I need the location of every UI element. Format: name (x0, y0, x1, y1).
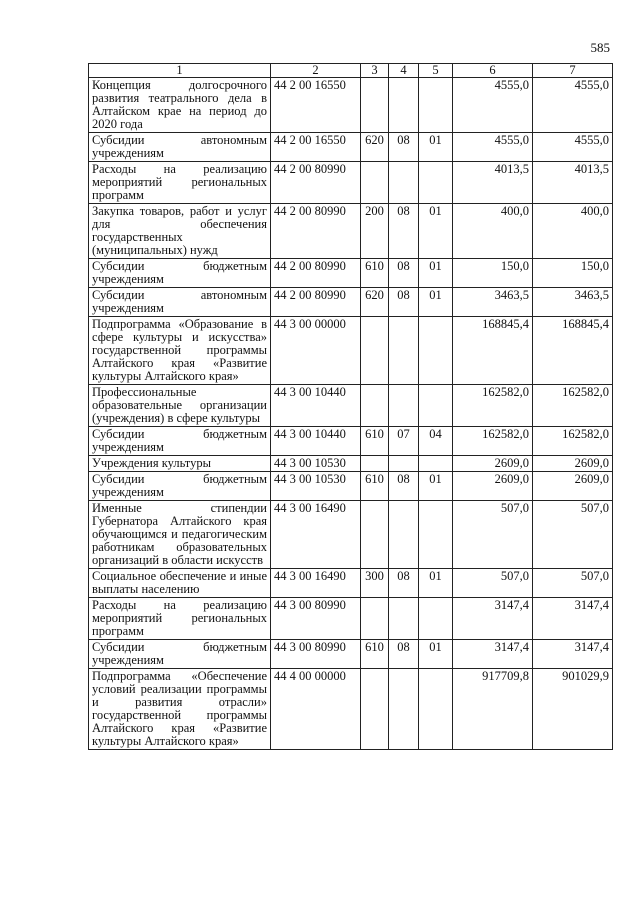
row-amount-col7: 3463,5 (533, 288, 613, 317)
row-subsection (419, 669, 453, 750)
row-code: 44 2 00 16550 (271, 78, 361, 133)
row-name: Субсидии автономным учреждениям (89, 288, 271, 317)
row-amount-col6: 917709,8 (453, 669, 533, 750)
row-expense-type: 200 (361, 204, 389, 259)
row-name: Закупка товаров, работ и услуг для обеспечения государственных (муниципальных) нужд (89, 204, 271, 259)
row-expense-type: 300 (361, 569, 389, 598)
row-expense-type: 610 (361, 427, 389, 456)
row-expense-type: 610 (361, 640, 389, 669)
row-name: Расходы на реализацию мероприятий региональных программ (89, 598, 271, 640)
row-subsection: 01 (419, 569, 453, 598)
row-name: Подпрограмма «Образование в сфере культуры и искусства» государственной программы Алтайского края «Развитие культуры Алтайского края» (89, 317, 271, 385)
row-section: 08 (389, 640, 419, 669)
row-amount-col7: 162582,0 (533, 427, 613, 456)
row-subsection (419, 162, 453, 204)
row-code: 44 3 00 00000 (271, 317, 361, 385)
row-code: 44 3 00 80990 (271, 598, 361, 640)
table-row (89, 456, 613, 472)
row-subsection (419, 456, 453, 472)
row-name: Учреждения культуры (89, 456, 271, 472)
row-code: 44 3 00 16490 (271, 569, 361, 598)
row-expense-type: 620 (361, 288, 389, 317)
row-name: Субсидии бюджетным учреждениям (89, 259, 271, 288)
row-amount-col6: 3463,5 (453, 288, 533, 317)
row-name: Социальное обеспечение и иные выплаты населению (89, 569, 271, 598)
row-expense-type (361, 317, 389, 385)
row-amount-col6: 2609,0 (453, 456, 533, 472)
header-col-6: 6 (453, 64, 533, 78)
row-section (389, 162, 419, 204)
row-code: 44 2 00 80990 (271, 259, 361, 288)
row-amount-col6: 507,0 (453, 501, 533, 569)
row-expense-type: 610 (361, 472, 389, 501)
table-row (89, 133, 613, 162)
row-expense-type: 620 (361, 133, 389, 162)
row-expense-type (361, 669, 389, 750)
row-subsection: 01 (419, 640, 453, 669)
row-amount-col7: 3147,4 (533, 640, 613, 669)
row-expense-type: 610 (361, 259, 389, 288)
row-amount-col7: 507,0 (533, 569, 613, 598)
table-row (89, 288, 613, 317)
row-section: 08 (389, 472, 419, 501)
row-subsection: 01 (419, 133, 453, 162)
row-section (389, 456, 419, 472)
table-row (89, 598, 613, 640)
row-amount-col6: 3147,4 (453, 640, 533, 669)
row-subsection: 01 (419, 472, 453, 501)
row-subsection: 01 (419, 204, 453, 259)
row-subsection (419, 598, 453, 640)
row-section (389, 669, 419, 750)
row-amount-col7: 2609,0 (533, 456, 613, 472)
row-section (389, 385, 419, 427)
row-code: 44 2 00 80990 (271, 162, 361, 204)
row-name: Подпрограмма «Обеспечение условий реализации программы и развития отрасли» государственной программы Алтайского края «Развитие культуры Алтайского края» (89, 669, 271, 750)
header-row (89, 64, 613, 78)
table-row (89, 385, 613, 427)
table-row (89, 640, 613, 669)
row-code: 44 3 00 10530 (271, 472, 361, 501)
row-subsection: 01 (419, 288, 453, 317)
row-amount-col7: 162582,0 (533, 385, 613, 427)
row-amount-col6: 162582,0 (453, 385, 533, 427)
row-subsection: 04 (419, 427, 453, 456)
row-name: Субсидии бюджетным учреждениям (89, 472, 271, 501)
table-row (89, 78, 613, 133)
row-section (389, 501, 419, 569)
row-subsection (419, 501, 453, 569)
row-name: Субсидии бюджетным учреждениям (89, 427, 271, 456)
row-amount-col7: 4555,0 (533, 133, 613, 162)
row-amount-col6: 150,0 (453, 259, 533, 288)
table-row (89, 569, 613, 598)
row-code: 44 4 00 00000 (271, 669, 361, 750)
header-col-7: 7 (533, 64, 613, 78)
row-amount-col6: 162582,0 (453, 427, 533, 456)
row-section (389, 317, 419, 385)
header-col-2: 2 (271, 64, 361, 78)
header-col-4: 4 (389, 64, 419, 78)
row-section: 08 (389, 259, 419, 288)
row-amount-col6: 2609,0 (453, 472, 533, 501)
row-amount-col6: 168845,4 (453, 317, 533, 385)
row-section: 08 (389, 569, 419, 598)
row-amount-col6: 3147,4 (453, 598, 533, 640)
row-expense-type (361, 598, 389, 640)
row-section (389, 598, 419, 640)
row-code: 44 3 00 10440 (271, 427, 361, 456)
row-name: Концепция долгосрочного развития театрального дела в Алтайском крае на период до 2020 года (89, 78, 271, 133)
row-name: Расходы на реализацию мероприятий региональных программ (89, 162, 271, 204)
row-code: 44 2 00 80990 (271, 204, 361, 259)
row-expense-type (361, 385, 389, 427)
row-subsection: 01 (419, 259, 453, 288)
row-code: 44 3 00 10530 (271, 456, 361, 472)
header-col-1: 1 (89, 64, 271, 78)
row-code: 44 3 00 16490 (271, 501, 361, 569)
row-section: 08 (389, 133, 419, 162)
row-code: 44 2 00 16550 (271, 133, 361, 162)
row-amount-col6: 4555,0 (453, 78, 533, 133)
row-name: Именные стипендии Губернатора Алтайского края обучающимся и педагогическим работникам образовательных организаций в области искусств (89, 501, 271, 569)
row-amount-col7: 150,0 (533, 259, 613, 288)
row-section (389, 78, 419, 133)
table-row (89, 259, 613, 288)
page-number: 585 (590, 40, 610, 55)
row-expense-type (361, 456, 389, 472)
header-col-3: 3 (361, 64, 389, 78)
row-name: Профессиональные образовательные организации (учреждения) в сфере культуры (89, 385, 271, 427)
row-name: Субсидии автономным учреждениям (89, 133, 271, 162)
row-amount-col6: 4013,5 (453, 162, 533, 204)
row-name: Субсидии бюджетным учреждениям (89, 640, 271, 669)
row-amount-col7: 168845,4 (533, 317, 613, 385)
row-expense-type (361, 78, 389, 133)
table-row (89, 204, 613, 259)
table-row (89, 669, 613, 750)
row-amount-col6: 400,0 (453, 204, 533, 259)
row-amount-col7: 507,0 (533, 501, 613, 569)
row-code: 44 2 00 80990 (271, 288, 361, 317)
row-amount-col7: 901029,9 (533, 669, 613, 750)
row-amount-col6: 4555,0 (453, 133, 533, 162)
budget-table (88, 63, 613, 750)
row-expense-type (361, 501, 389, 569)
row-code: 44 3 00 80990 (271, 640, 361, 669)
row-section: 07 (389, 427, 419, 456)
row-amount-col7: 3147,4 (533, 598, 613, 640)
table-row (89, 501, 613, 569)
row-amount-col7: 4013,5 (533, 162, 613, 204)
row-code: 44 3 00 10440 (271, 385, 361, 427)
table-row (89, 317, 613, 385)
row-subsection (419, 385, 453, 427)
row-amount-col7: 2609,0 (533, 472, 613, 501)
table-row (89, 427, 613, 456)
row-expense-type (361, 162, 389, 204)
table-row (89, 162, 613, 204)
row-subsection (419, 317, 453, 385)
row-amount-col7: 400,0 (533, 204, 613, 259)
row-section: 08 (389, 288, 419, 317)
row-amount-col6: 507,0 (453, 569, 533, 598)
table-row (89, 472, 613, 501)
header-col-5: 5 (419, 64, 453, 78)
row-section: 08 (389, 204, 419, 259)
row-amount-col7: 4555,0 (533, 78, 613, 133)
row-subsection (419, 78, 453, 133)
